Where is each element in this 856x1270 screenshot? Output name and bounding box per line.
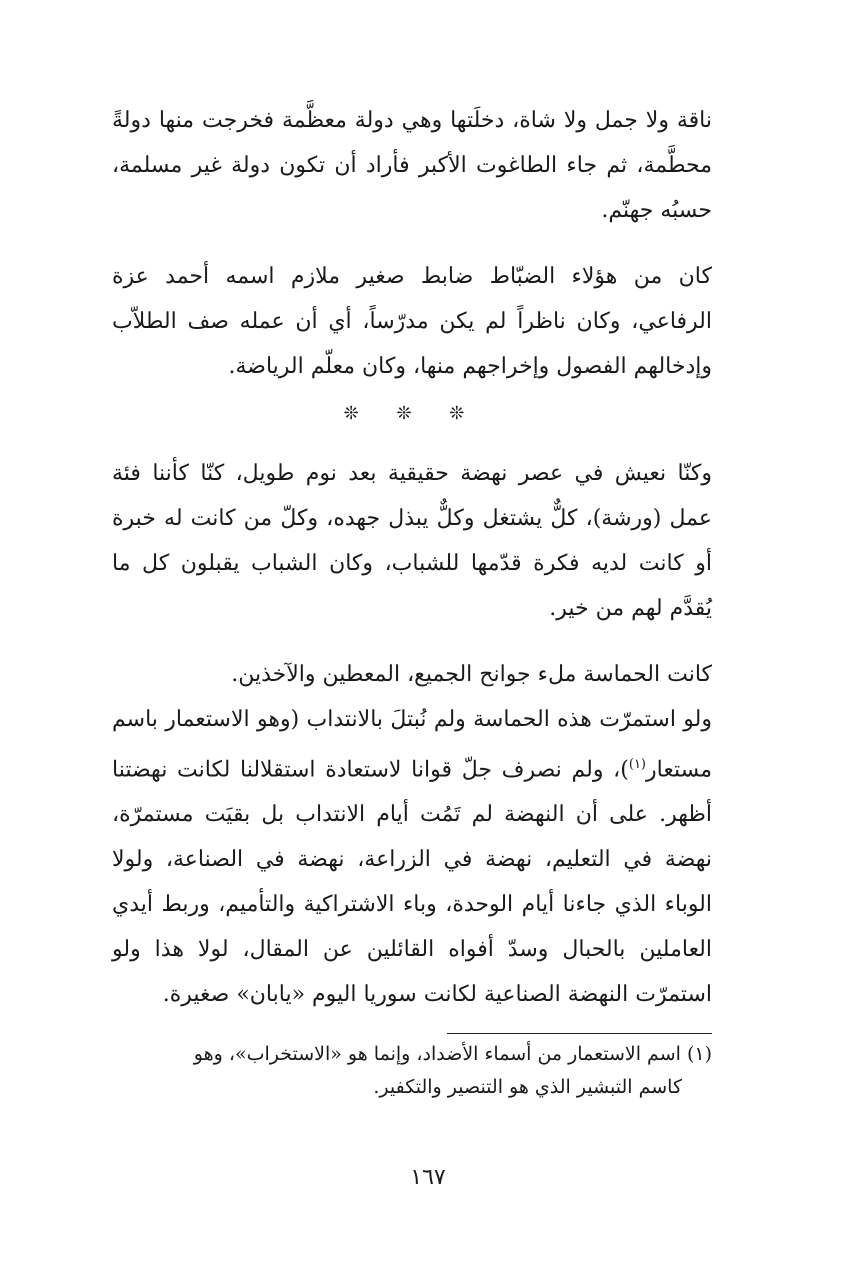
paragraph-2: كان من هؤلاء الضبّاط ضابط صغير ملازم اسمه أحمد عزة الرفاعي، وكان ناظراً لم يكن مدرّساً، أي أن عمله صف الطلاّب وإدخالهم الفصول وإخراجهم منها، وكان معلّم الرياضة. bbox=[112, 264, 712, 379]
footnote-divider bbox=[447, 1033, 712, 1034]
footnote bbox=[112, 1038, 712, 1104]
section-separator: ❊ ❊ ❊ bbox=[343, 403, 481, 424]
footnote-marker: (١) bbox=[686, 1043, 712, 1065]
page-body bbox=[112, 98, 712, 1098]
paragraph-3: وكنّا نعيش في عصر نهضة حقيقية بعد نوم طويل، كنّا كأننا فئة عمل (ورشة)، كلٌّ يشتغل وكلٌّ يبذل جهده، وكلّ من كانت له خبرة أو كانت لديه فكرة قدّمها للشباب، وكان الشباب يقبلون كل ما يُقدَّم لهم من خير. bbox=[112, 461, 712, 621]
paragraph-4 bbox=[112, 652, 712, 1017]
paragraph-4-text-before-ref: ولو استمرّت هذه الحماسة ولم نُبتلَ بالانتداب (وهو الاستعمار باسم مستعار bbox=[112, 707, 712, 783]
footnote-text-line-1: اسم الاستعمار من أسماء الأضداد، وإنما هو «الاستخراب»، وهو bbox=[193, 1043, 681, 1065]
footnote-text-line-2: كاسم التبشير الذي هو التنصير والتكفير. bbox=[373, 1076, 682, 1098]
page-number: ١٦٧ bbox=[410, 1165, 446, 1190]
paragraph-4-line-1: كانت الحماسة ملء جوانح الجميع، المعطين والآخذين. bbox=[231, 662, 712, 687]
footnote-reference[interactable]: (١) bbox=[628, 757, 646, 772]
paragraph-1: ناقة ولا جمل ولا شاة، دخلَتها وهي دولة معظَّمة فخرجت منها دولةً محطَّمة، ثم جاء الطاغوت الأكبر فأراد أن تكون دولة غير مسلمة، حسبُه جهنّم. bbox=[112, 108, 712, 223]
paragraph-4-text-after-ref: )، ولم نصرف جلّ قوانا لاستعادة استقلالنا لكانت نهضتنا أظهر. على أن النهضة لم تَمُت أيام الانتداب بل بقيَت مستمرّة، نهضة في التعليم، نهضة في الزراعة، نهضة في الصناعة، ولولا الوباء الذي جاءنا أيام الوحدة، وباء الاشتراكية والتأميم، وربط أيدي العاملين بالحبال وسدّ أفواه القائلين عن المقال، لولا هذا ولو استمرّت النهضة الصناعية لكانت سوريا اليوم «يابان» صغيرة. bbox=[112, 757, 712, 1008]
